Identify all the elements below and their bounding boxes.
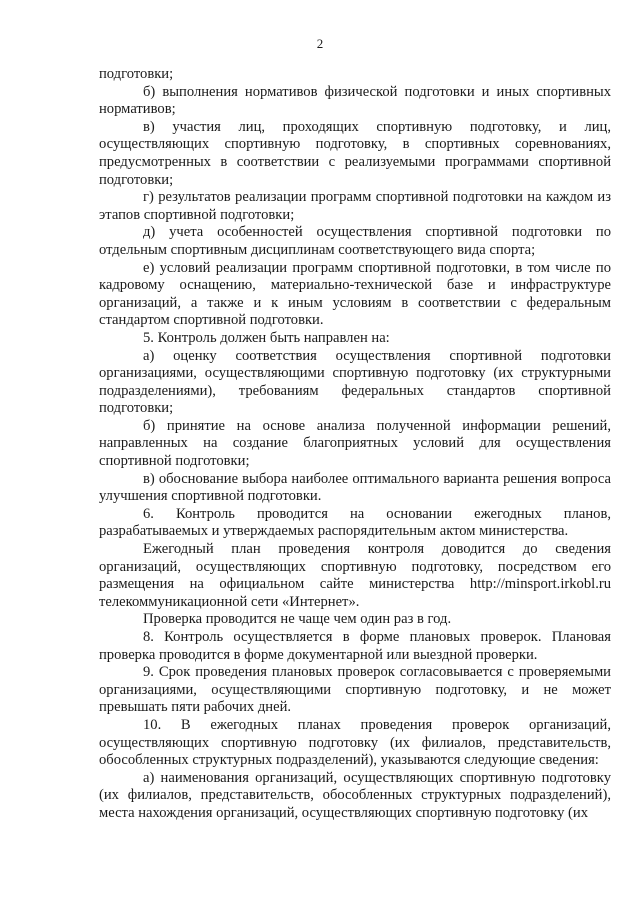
paragraph-item-d: д) учета особенностей осуществления спортивной подготовки по отдельным спортивным дисциплинам соответствующего вида спорта; (99, 224, 611, 258)
paragraph-section-5-item-v: в) обоснование выбора наиболее оптимального варианта решения вопроса улучшения спортивной подготовки. (99, 470, 611, 505)
paragraph-item-v: в) участия лиц, проходящих спортивную подготовку, и лиц, осуществляющих спортивную подготовку, в спортивных соревнованиях, предусмотренных в соответствии с реализуемыми программами спортивной подготовки; (99, 118, 611, 188)
paragraph-section-10-item-a: а) наименования организаций, осуществляющих спортивную подготовку (их филиалов, представительств, обособленных структурных подразделений), места нахождения организаций, осуществляющих спортивную подготовку (их (99, 769, 611, 821)
paragraph-section-6: 6. Контроль проводится на основании ежегодных планов, разрабатываемых и утверждаемых распорядительным актом министерства. (99, 505, 611, 540)
paragraph-section-8: 8. Контроль осуществляется в форме плановых проверок. Плановая проверка проводится в форме документарной или выездной проверки. (99, 629, 611, 663)
paragraph-section-5-item-a: а) оценку соответствия осуществления спортивной подготовки организациями, осуществляющими спортивную подготовку (их структурными подразделениями), требованиям федеральных стандартов спортивной подготовки; (99, 347, 611, 417)
paragraph-annual-plan: Ежегодный план проведения контроля доводится до сведения организаций, осуществляющих спортивную подготовку, посредством его размещения на официальном сайте министерства http://minsport.irkobl.ru телекоммуникационной сети «Интернет». (99, 541, 611, 610)
paragraph-section-5: 5. Контроль должен быть направлен на: (143, 329, 390, 346)
document-body (99, 66, 611, 823)
paragraph-item-e: е) условий реализации программ спортивной подготовки, в том числе по кадровому оснащению, материально-технической базе и инфраструктуре организаций, а также и к иным условиям в соответствии с федеральным стандартом спортивной подготовки. (99, 259, 611, 329)
paragraph-section-10: 10. В ежегодных планах проведения проверок организаций, осуществляющих спортивную подготовку (их филиалов, представительств, обособленных структурных подразделений), указываются следующие сведения: (99, 716, 611, 769)
page-number: 2 (316, 36, 324, 51)
paragraph-item-g: г) результатов реализации программ спортивной подготовки на каждом из этапов спортивной подготовки; (99, 189, 611, 223)
paragraph-section-5-item-b: б) принятие на основе анализа полученной информации решений, направленных на создание благоприятных условий для осуществления спортивной подготовки; (99, 417, 611, 470)
paragraph-section-9: 9. Срок проведения плановых проверок согласовывается с проверяемыми организациями, осуществляющими спортивную подготовку, и не может превышать пяти рабочих дней. (99, 664, 611, 716)
paragraph-continuation: подготовки; (99, 66, 174, 82)
paragraph-item-b: б) выполнения нормативов физической подготовки и иных спортивных нормативов; (99, 83, 611, 118)
paragraph-frequency: Проверка проводится не чаще чем один раз в год. (143, 611, 452, 628)
